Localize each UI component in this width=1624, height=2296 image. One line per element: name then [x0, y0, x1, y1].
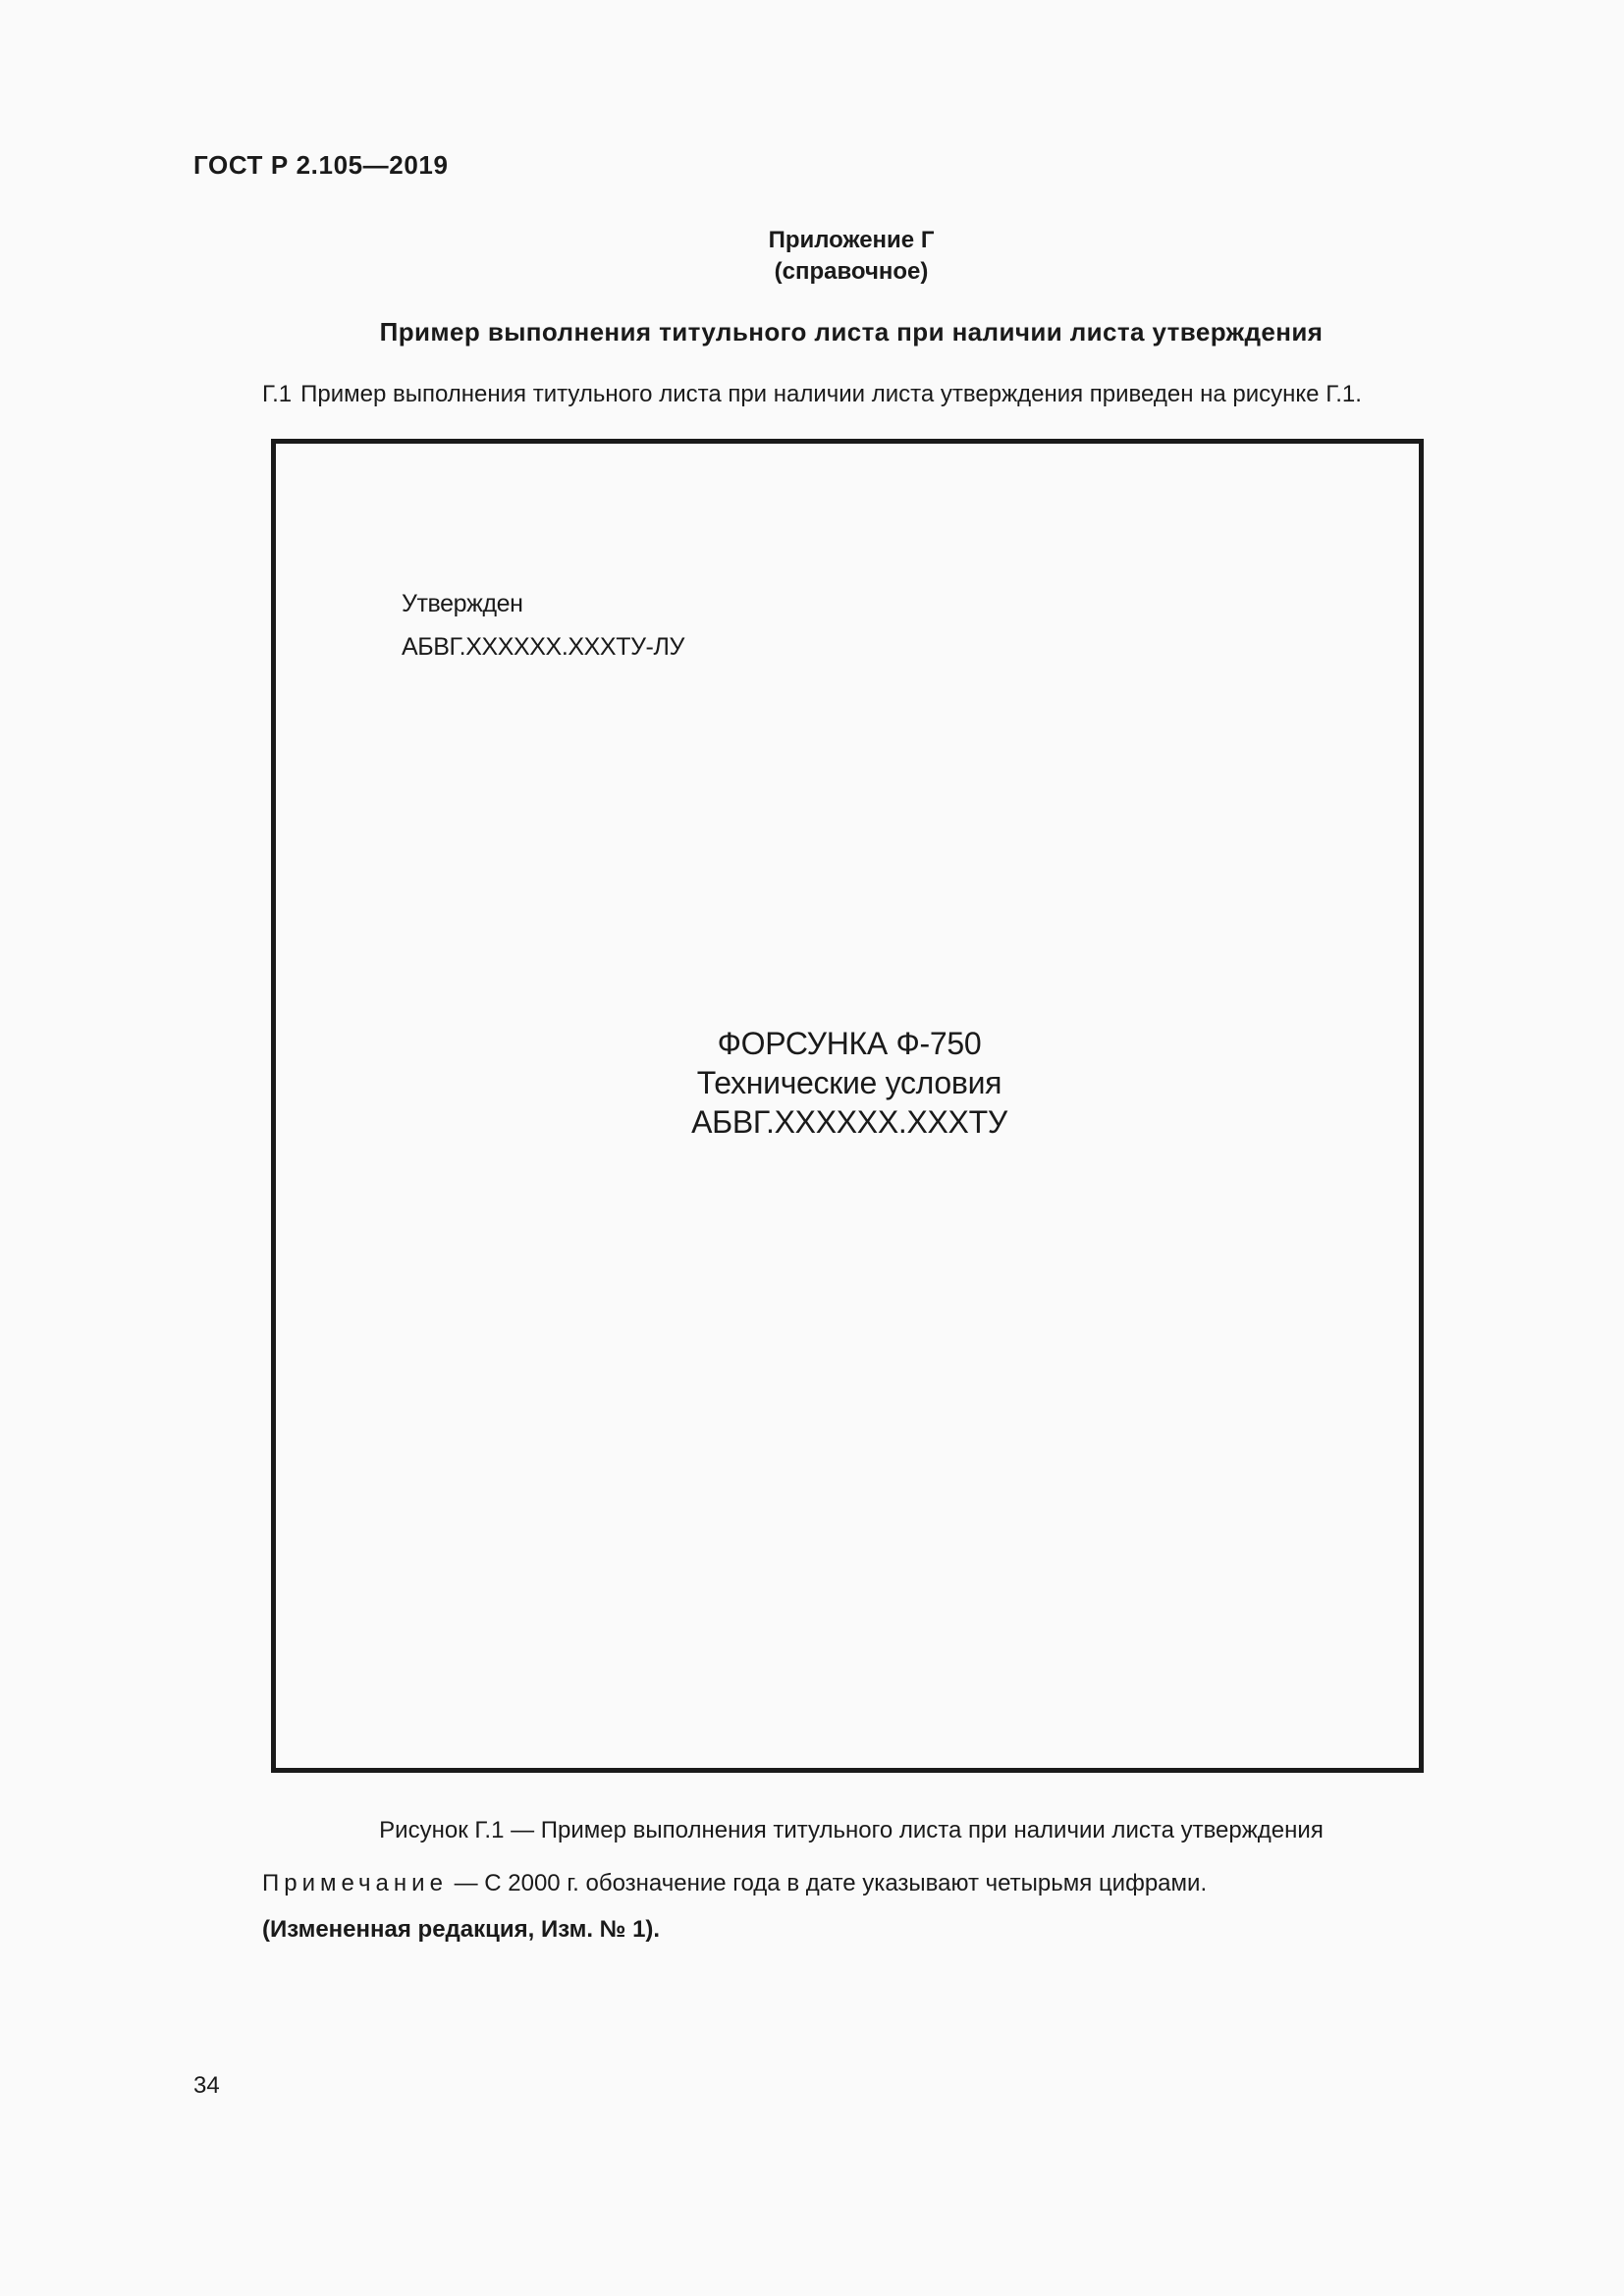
approved-code: АБВГ.XXXXXX.XXXТУ-ЛУ — [402, 633, 684, 661]
revision-note: (Измененная редакция, Изм. № 1). — [262, 1916, 661, 1943]
appendix-heading — [0, 225, 1624, 288]
title-block — [271, 1024, 1428, 1142]
product-name: ФОРСУНКА Ф-750 — [717, 1026, 982, 1061]
appendix-kind: (справочное) — [774, 258, 929, 285]
figure-caption: Рисунок Г.1 — Пример выполнения титульного листа при наличии листа утверждения — [379, 1817, 1324, 1843]
approved-label: Утвержден — [402, 590, 523, 617]
document-code: АБВГ.XXXXXX.XXXТУ — [691, 1104, 1007, 1140]
paragraph-number: Г.1 — [262, 381, 293, 407]
note — [262, 1870, 1207, 1897]
paragraph-g1 — [262, 381, 1362, 408]
paragraph-text: Пример выполнения титульного листа при наличии листа утверждения приведен на рисунке Г.1. — [300, 381, 1362, 407]
document-type: Технические условия — [696, 1065, 1002, 1100]
note-text: — С 2000 г. обозначение года в дате указывают четырьмя цифрами. — [454, 1870, 1208, 1896]
appendix-name: Приложение Г — [768, 227, 935, 253]
appendix-title: Пример выполнения титульного листа при наличии листа утверждения — [379, 317, 1324, 347]
page-number: 34 — [193, 2072, 220, 2099]
note-label: Примечание — [262, 1870, 448, 1896]
approval-block — [402, 582, 684, 668]
standard-header: ГОСТ Р 2.105—2019 — [193, 150, 449, 180]
